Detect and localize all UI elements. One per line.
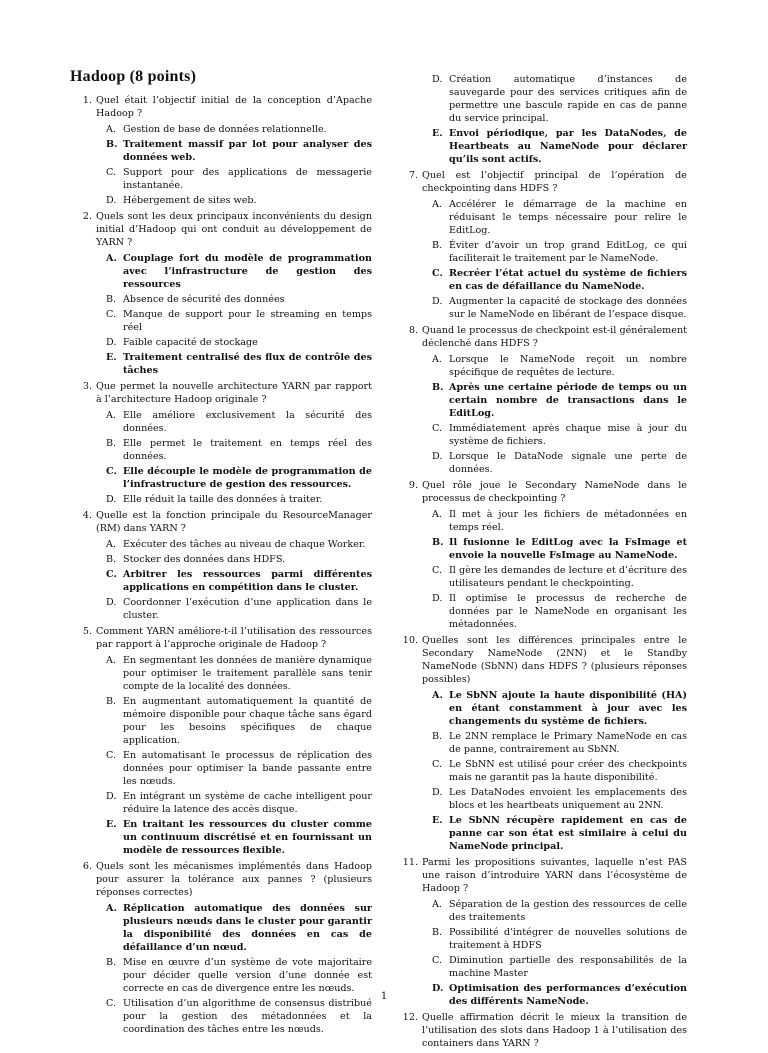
question-text: Quelles sont les différences principales entre le Secondary NameNode (2NN) et le Standby NameNode (SbNN) dans HDFS ? (plusieurs réponses possibles) [422, 635, 687, 685]
option-text: Elle réduit la taille des données à traiter. [123, 494, 323, 505]
question-number: 1. [82, 95, 92, 106]
option-letter: C. [432, 268, 443, 279]
option-text: Il gère les demandes de lecture et d’écriture des utilisateurs pendant le checkpointing. [449, 565, 687, 589]
option-text: Gestion de base de données relationnelle. [123, 124, 327, 135]
answer-option [96, 956, 372, 995]
option-letter: A. [432, 199, 442, 210]
question [396, 856, 687, 1008]
option-letter: E. [106, 819, 117, 830]
option-letter: A. [106, 410, 116, 421]
option-letter: A. [432, 690, 443, 701]
option-text: Recréer l’état actuel du système de fichiers en cas de défaillance du NameNode. [449, 268, 687, 292]
option-text: Mise en œuvre d’un système de vote majoritaire pour décider quelle version d’une donnée est correcte en cas de divergence entre les nœuds. [123, 957, 372, 994]
answer-option-correct [422, 689, 687, 728]
answer-options [422, 198, 687, 321]
answer-option [422, 898, 687, 924]
answer-option [422, 353, 687, 379]
question-text: Quel rôle joue le Secondary NameNode dans le processus de checkpointing ? [422, 480, 687, 504]
question [70, 94, 372, 207]
answer-options [96, 654, 372, 857]
option-text: Création automatique d’instances de sauvegarde pour des services critiques afin de permettre une bascule rapide en cas de panne du service principal. [449, 74, 687, 124]
option-letter: B. [106, 139, 118, 150]
option-text: Les DataNodes envoient les emplacements des blocs et les heartbeats uniquement au 2NN. [449, 787, 687, 811]
answer-option [422, 730, 687, 756]
answer-options [96, 902, 372, 1036]
option-text: Elle améliore exclusivement la sécurité des données. [123, 410, 372, 434]
answer-option-correct [422, 381, 687, 420]
question [396, 169, 687, 321]
option-letter: E. [432, 815, 443, 826]
option-letter: D. [106, 195, 117, 206]
right-column [396, 70, 687, 1053]
answer-option [96, 538, 372, 551]
option-text: Accélérer le démarrage de la machine en réduisant le temps nécessaire pour relire le EditLog. [449, 199, 687, 236]
option-text: Possibilité d’intégrer de nouvelles solutions de traitement à HDFS [449, 927, 687, 951]
option-text: En augmentant automatiquement la quantité de mémoire disponible pour chaque tâche sans égard pour les besoins spécifiques de chaque application. [123, 696, 372, 746]
option-text: Lorsque le DataNode signale une perte de données. [449, 451, 687, 475]
option-letter: D. [432, 983, 444, 994]
option-letter: A. [106, 124, 116, 135]
question-text: Que permet la nouvelle architecture YARN par rapport à l’architecture Hadoop originale ? [96, 381, 372, 405]
option-letter: D. [106, 337, 117, 348]
answer-option [96, 493, 372, 506]
option-text: Le SbNN est utilisé pour créer des checkpoints mais ne garantit pas la haute disponibilité. [449, 759, 687, 783]
question-number: 3. [82, 381, 92, 392]
answer-option [422, 73, 687, 125]
answer-option [422, 592, 687, 631]
option-text: Il fusionne le EditLog avec la FsImage et envoie la nouvelle FsImage au NameNode. [449, 537, 687, 561]
option-letter: C. [106, 750, 117, 761]
option-text: En segmentant les données de manière dynamique pour optimiser le traitement parallèle sans tenir compte de la localité des données. [123, 655, 372, 692]
answer-option [96, 123, 372, 136]
answer-option [96, 308, 372, 334]
answer-option-correct [96, 138, 372, 164]
option-letter: C. [432, 565, 443, 576]
question-number: 5. [82, 626, 92, 637]
answer-option [96, 194, 372, 207]
answer-option [422, 295, 687, 321]
option-text: Le 2NN remplace le Primary NameNode en cas de panne, contrairement au SbNN. [449, 731, 687, 755]
page-number: 1 [380, 991, 388, 1002]
option-text: Il met à jour les fichiers de métadonnées en temps réel. [449, 509, 687, 533]
option-text: Diminution partielle des responsabilités de la machine Master [449, 955, 687, 979]
option-text: Coordonner l’exécution d’une application dans le cluster. [123, 597, 372, 621]
answer-option [96, 790, 372, 816]
option-text: Lorsque le NameNode reçoit un nombre spécifique de requêtes de lecture. [449, 354, 687, 378]
question-text: Quelle est la fonction principale du ResourceManager (RM) dans YARN ? [96, 510, 372, 534]
right-question-list [396, 73, 687, 1050]
question [396, 479, 687, 631]
answer-option [422, 564, 687, 590]
option-letter: B. [432, 731, 443, 742]
answer-options [422, 73, 687, 166]
left-question-list [70, 94, 372, 1036]
option-text: Le SbNN récupère rapidement en cas de panne car son état est similaire à celui du NameNode principal. [449, 815, 687, 852]
option-text: Augmenter la capacité de stockage des données sur le NameNode en libérant de l’espace disque. [449, 296, 687, 320]
question-number: 12. [402, 1012, 418, 1023]
answer-option [96, 293, 372, 306]
option-text: Séparation de la gestion des ressources de celle des traitements [449, 899, 687, 923]
question [70, 625, 372, 857]
answer-option [422, 954, 687, 980]
answer-option [96, 409, 372, 435]
option-letter: D. [432, 74, 443, 85]
answer-option [96, 596, 372, 622]
option-letter: A. [106, 655, 116, 666]
answer-option [422, 758, 687, 784]
option-text: En intégrant un système de cache intelligent pour réduire la latence des accès disque. [123, 791, 372, 815]
answer-option [96, 437, 372, 463]
option-text: Hébergement de sites web. [123, 195, 257, 206]
option-text: Manque de support pour le streaming en temps réel [123, 309, 372, 333]
answer-options [422, 508, 687, 631]
option-text: Immédiatement après chaque mise à jour du système de fichiers. [449, 423, 687, 447]
option-letter: C. [106, 466, 117, 477]
question-text: Quelle affirmation décrit le mieux la transition de l’utilisation des slots dans Hadoop 1 à l’utilisation des containers dans YARN ? [422, 1012, 687, 1049]
question-number: 11. [402, 857, 418, 868]
answer-option-correct [96, 568, 372, 594]
option-letter: D. [106, 597, 117, 608]
question-text: Quel est l’objectif principal de l’opération de checkpointing dans HDFS ? [422, 170, 687, 194]
answer-option-correct [96, 252, 372, 291]
question [70, 380, 372, 506]
option-text: Traitement centralisé des flux de contrôle des tâches [123, 352, 372, 376]
answer-options [422, 353, 687, 476]
option-text: En traitant les ressources du cluster comme un continuum discrétisé et en fournissant un modèle de ressources flexible. [123, 819, 372, 856]
option-letter: B. [106, 438, 117, 449]
section-title: Hadoop (8 points) [70, 68, 197, 85]
answer-option [422, 239, 687, 265]
question-text: Quel était l’objectif initial de la conception d’Apache Hadoop ? [96, 95, 372, 119]
answer-option [422, 508, 687, 534]
option-letter: B. [432, 927, 443, 938]
option-letter: D. [432, 787, 443, 798]
option-text: Faible capacité de stockage [123, 337, 258, 348]
question-text: Comment YARN améliore-t-il l’utilisation des ressources par rapport à l’approche originale de Hadoop ? [96, 626, 372, 650]
option-letter: A. [106, 539, 116, 550]
answer-option [422, 926, 687, 952]
left-column [70, 62, 372, 1039]
question-text: Quand le processus de checkpoint est-il généralement déclenché dans HDFS ? [422, 325, 687, 349]
answer-options [96, 538, 372, 622]
question [396, 634, 687, 853]
answer-option-correct [96, 351, 372, 377]
option-letter: D. [432, 593, 443, 604]
answer-option-correct [422, 814, 687, 853]
option-letter: D. [106, 494, 117, 505]
option-letter: B. [432, 537, 444, 548]
answer-option [96, 336, 372, 349]
answer-option-correct [96, 465, 372, 491]
answer-option [96, 654, 372, 693]
option-text: Elle permet le traitement en temps réel des données. [123, 438, 372, 462]
answer-option-correct [96, 818, 372, 857]
option-text: Le SbNN ajoute la haute disponibilité (HA) en étant constamment à jour avec les changements du système de fichiers. [449, 690, 687, 727]
question-number: 4. [82, 510, 92, 521]
option-letter: C. [432, 955, 443, 966]
option-text: Couplage fort du modèle de programmation avec l’infrastructure de gestion des ressources [123, 253, 372, 290]
answer-option [96, 997, 372, 1036]
question [396, 73, 687, 166]
question-number: 2. [82, 211, 92, 222]
question-number: 9. [408, 480, 418, 491]
answer-options [96, 123, 372, 207]
option-text: Traitement massif par lot pour analyser des données web. [123, 139, 372, 163]
option-text: Il optimise le processus de recherche de données par le NameNode en organisant les métadonnées. [449, 593, 687, 630]
option-text: Envoi périodique, par les DataNodes, de Heartbeats au NameNode pour déclarer qu’ils sont actifs. [449, 128, 687, 165]
answer-option-correct [422, 536, 687, 562]
question [396, 1011, 687, 1050]
answer-options [422, 689, 687, 853]
answer-options [96, 409, 372, 506]
option-letter: A. [432, 354, 442, 365]
option-letter: B. [106, 957, 117, 968]
question [70, 210, 372, 377]
answer-option [422, 198, 687, 237]
option-letter: C. [432, 423, 443, 434]
answer-option [96, 553, 372, 566]
option-text: Support pour des applications de messagerie instantanée. [123, 167, 372, 191]
option-letter: D. [432, 296, 443, 307]
option-letter: C. [432, 759, 443, 770]
answer-option-correct [96, 902, 372, 954]
option-text: Absence de sécurité des données [123, 294, 285, 305]
option-text: Éviter d’avoir un trop grand EditLog, ce qui faciliterait le traitement par le NameNode. [449, 240, 687, 264]
answer-option-correct [422, 267, 687, 293]
option-text: Exécuter des tâches au niveau de chaque Worker. [123, 539, 366, 550]
option-text: Stocker des données dans HDFS. [123, 554, 286, 565]
option-letter: C. [106, 167, 117, 178]
option-text: Elle découple le modèle de programmation de l’infrastructure de gestion des ressources. [123, 466, 372, 490]
question [70, 860, 372, 1036]
option-text: Utilisation d’un algorithme de consensus distribué pour la gestion des métadonnées et la coordination des tâches entre les nœuds. [123, 998, 372, 1035]
option-text: Après une certaine période de temps ou un certain nombre de transactions dans le EditLog. [449, 382, 687, 419]
answer-option [422, 786, 687, 812]
option-text: Arbitrer les ressources parmi différentes applications en compétition dans le cluster. [123, 569, 372, 593]
option-letter: C. [106, 569, 117, 580]
option-text: Réplication automatique des données sur plusieurs nœuds dans le cluster pour garantir la disponibilité des données en cas de défaillance d’un nœud. [123, 903, 372, 953]
option-letter: B. [106, 696, 117, 707]
answer-option [422, 422, 687, 448]
question-text: Quels sont les deux principaux inconvénients du design initial d’Hadoop qui ont conduit au développement de YARN ? [96, 211, 372, 248]
question-number: 10. [402, 635, 418, 646]
answer-options [96, 252, 372, 377]
question-number: 8. [408, 325, 418, 336]
question-text: Parmi les propositions suivantes, laquelle n’est PAS une raison d’introduire YARN dans l’écosystème de Hadoop ? [422, 857, 687, 894]
question-number: 7. [408, 170, 418, 181]
option-letter: A. [432, 899, 442, 910]
option-text: Optimisation des performances d’exécution des différents NameNode. [449, 983, 687, 1007]
answer-option [422, 450, 687, 476]
question-number: 6. [82, 861, 92, 872]
question-text: Quels sont les mécanismes implémentés dans Hadoop pour assurer la tolérance aux pannes ? (plusieurs réponses correctes) [96, 861, 372, 898]
option-letter: D. [432, 451, 443, 462]
question [396, 324, 687, 476]
option-letter: B. [106, 294, 117, 305]
option-letter: B. [432, 382, 444, 393]
option-letter: E. [432, 128, 443, 139]
option-letter: A. [106, 253, 117, 264]
option-letter: C. [106, 998, 117, 1009]
option-letter: B. [432, 240, 443, 251]
answer-option [96, 749, 372, 788]
option-letter: E. [106, 352, 117, 363]
answer-option-correct [422, 127, 687, 166]
answer-option [96, 695, 372, 747]
answer-option [96, 166, 372, 192]
option-text: En automatisant le processus de réplication des données pour optimiser la bande passante entre les nœuds. [123, 750, 372, 787]
option-letter: C. [106, 309, 117, 320]
option-letter: D. [106, 791, 117, 802]
question [70, 509, 372, 622]
option-letter: A. [106, 903, 117, 914]
option-letter: A. [432, 509, 442, 520]
option-letter: B. [106, 554, 117, 565]
